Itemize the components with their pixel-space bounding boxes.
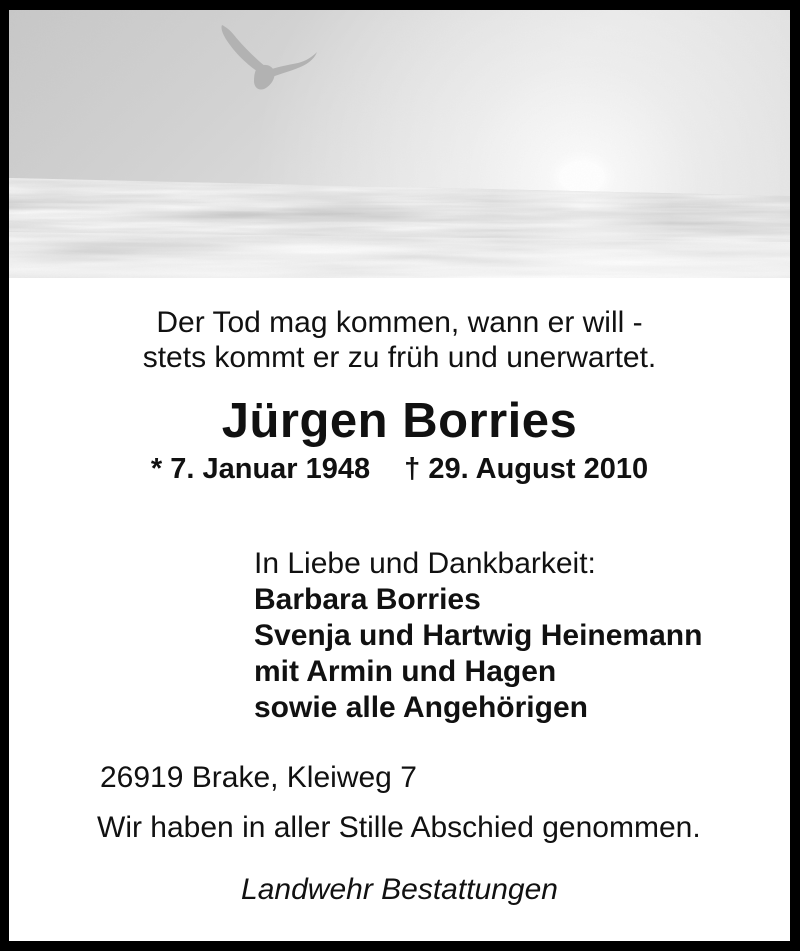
death-date: † 29. August 2010 [404,453,649,485]
mourners-block [254,546,790,726]
mourner-name: Barbara Borries [254,583,481,616]
mourners-intro: In Liebe und Dankbarkeit: [254,547,596,580]
funeral-home: Landwehr Bestattungen [241,873,558,906]
farewell-note: Wir haben in aller Stille Abschied genommen. [97,811,701,844]
epigraph [9,305,790,375]
epigraph-line-2: stets kommt er zu früh und unerwartet. [142,341,657,374]
epigraph-line-1: Der Tod mag kommen, wann er will - [156,306,643,339]
photo-grain [9,10,790,278]
mourner-name: sowie alle Angehörigen [254,691,588,724]
deceased-name: Jürgen Borries [221,394,578,448]
life-dates [9,452,790,486]
seascape-graphic [9,10,790,278]
address-line: 26919 Brake, Kleiweg 7 [100,761,417,794]
mourner-name: Svenja und Hartwig Heinemann [254,619,703,652]
mourner-name: mit Armin und Hagen [254,655,557,688]
birth-date: * 7. Januar 1948 [150,453,371,485]
memorial-photo [9,10,790,278]
